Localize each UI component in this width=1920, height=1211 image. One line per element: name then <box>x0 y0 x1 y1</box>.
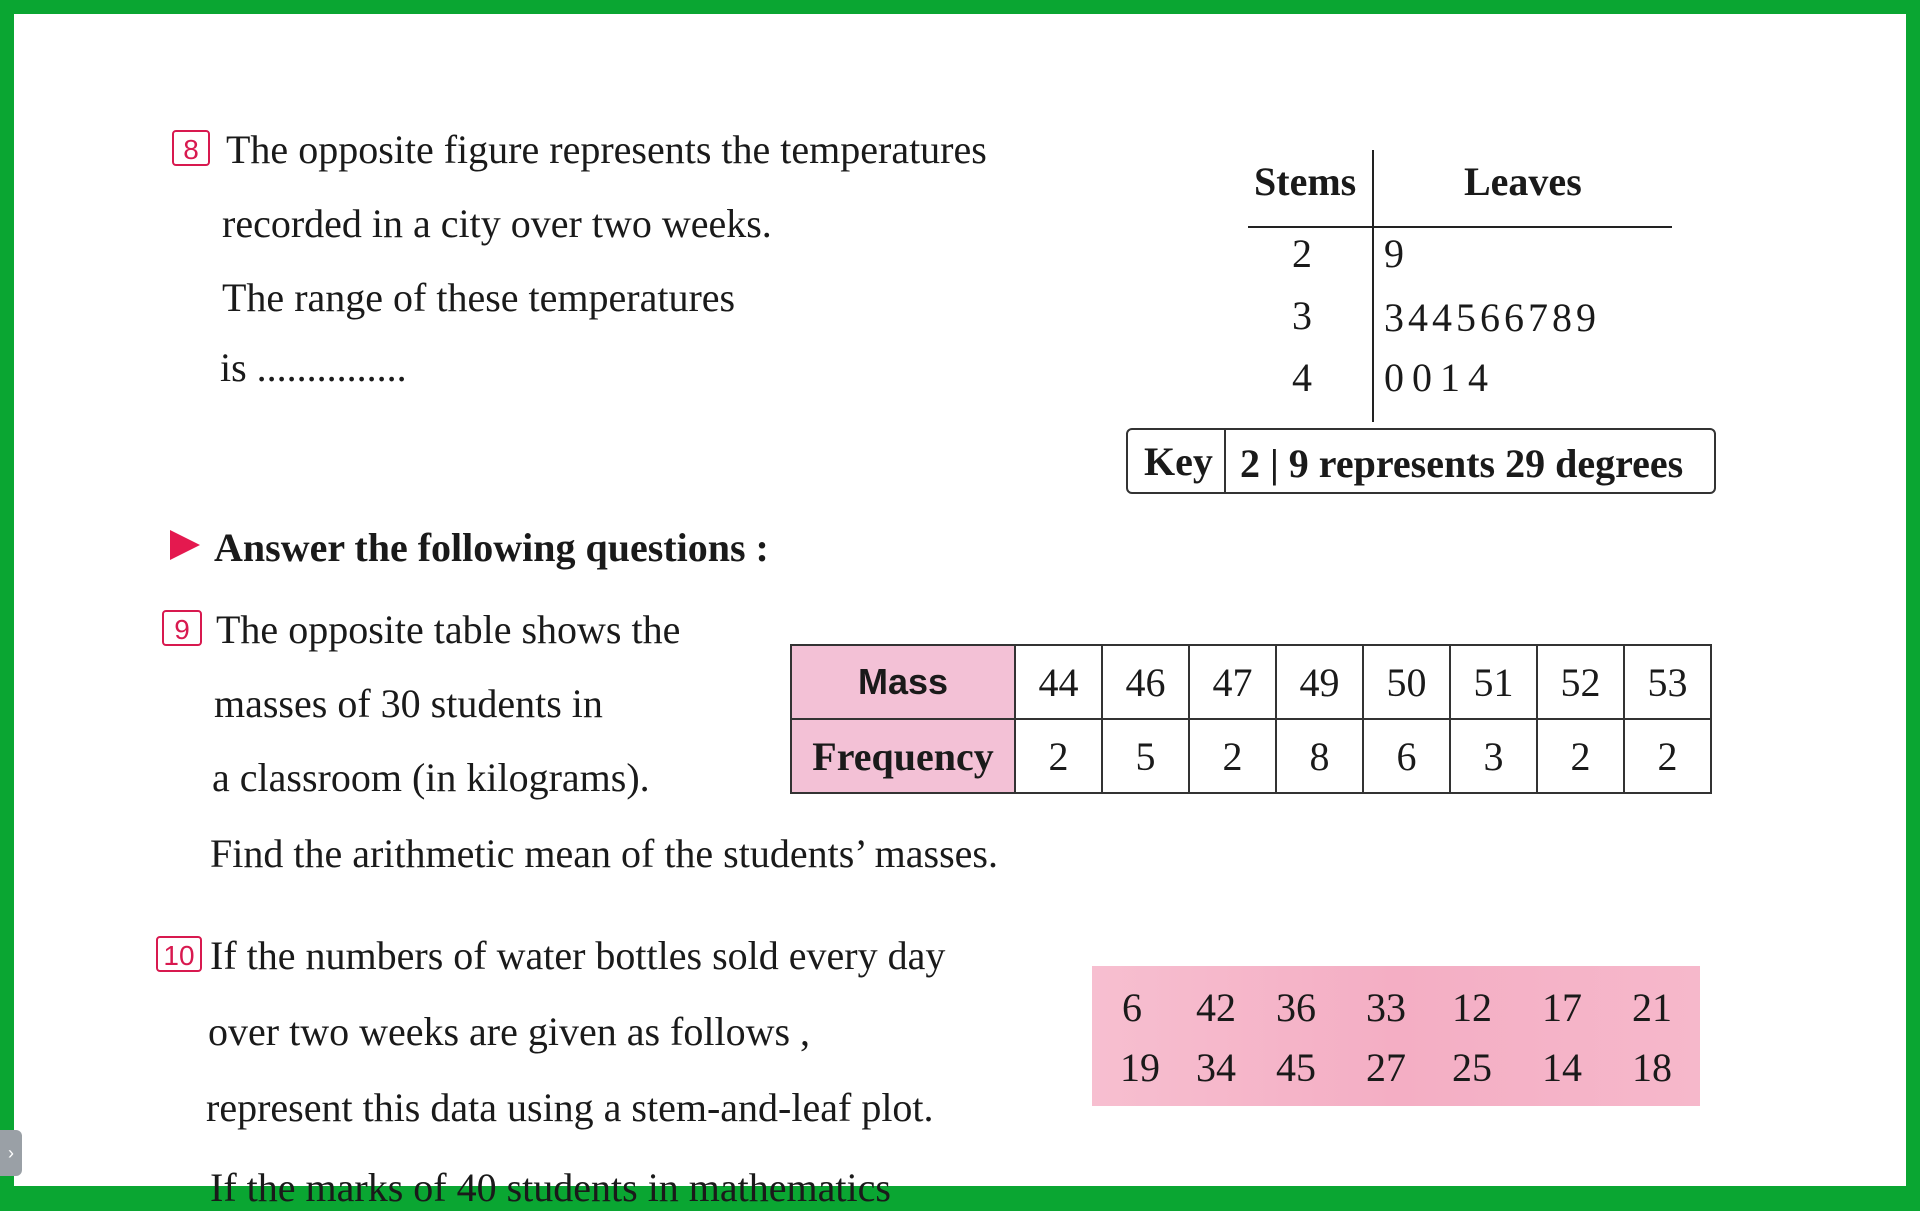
question-11-partial: If the marks of 40 students in mathematics <box>210 1165 891 1210</box>
key-divider <box>1224 430 1226 492</box>
mass-cell: 46 <box>1102 645 1189 719</box>
question-8-answer-line: is ............... <box>220 345 407 390</box>
data-value: 25 <box>1452 1045 1492 1090</box>
frequency-cell: 3 <box>1450 719 1537 793</box>
data-value: 17 <box>1542 985 1582 1030</box>
stem-value: 3 <box>1292 293 1312 338</box>
leaf-values: 9 <box>1384 231 1404 276</box>
frequency-cell: 6 <box>1363 719 1450 793</box>
stem-value: 2 <box>1292 231 1312 276</box>
key-box <box>1126 428 1716 494</box>
leaf-values: 0 0 1 4 <box>1384 355 1488 400</box>
header-divider <box>1248 226 1672 228</box>
mass-cell: 44 <box>1015 645 1102 719</box>
question-10-line-3: represent this data using a stem-and-leaf plot. <box>206 1085 934 1130</box>
frequency-cell: 5 <box>1102 719 1189 793</box>
mass-cell: 51 <box>1450 645 1537 719</box>
data-value: 36 <box>1276 985 1316 1030</box>
leaf-values: 3 4 4 5 6 6 7 8 9 <box>1384 295 1596 340</box>
question-8-line-2: recorded in a city over two weeks. <box>222 201 772 246</box>
data-value: 18 <box>1632 1045 1672 1090</box>
question-9-line-4: Find the arithmetic mean of the students’ masses. <box>210 831 998 876</box>
question-8-line-1: The opposite figure represents the temperatures <box>226 127 987 172</box>
question-10-number: 10 <box>156 936 202 972</box>
frequency-cell: 2 <box>1015 719 1102 793</box>
question-9-line-3: a classroom (in kilograms). <box>212 755 650 800</box>
frequency-cell: 2 <box>1624 719 1711 793</box>
frequency-cell: 8 <box>1276 719 1363 793</box>
data-value: 33 <box>1366 985 1406 1030</box>
data-value: 45 <box>1276 1045 1316 1090</box>
data-value: 42 <box>1196 985 1236 1030</box>
mass-cell: 49 <box>1276 645 1363 719</box>
mass-cell: 47 <box>1189 645 1276 719</box>
question-9-line-2: masses of 30 students in <box>214 681 603 726</box>
mass-cell: 50 <box>1363 645 1450 719</box>
stem-value: 4 <box>1292 355 1312 400</box>
question-10-line-1: If the numbers of water bottles sold every day <box>210 933 946 978</box>
question-8-line-3: The range of these temperatures <box>222 275 736 320</box>
section-heading: Answer the following questions : <box>214 525 769 570</box>
question-9-number: 9 <box>162 610 202 646</box>
mass-frequency-table <box>790 644 1712 794</box>
frequency-header: Frequency <box>791 719 1015 793</box>
key-text: 2 | 9 represents 29 degrees <box>1240 441 1684 486</box>
section-arrow-icon <box>170 530 200 560</box>
mass-row <box>791 645 1711 719</box>
data-value: 6 <box>1122 985 1142 1030</box>
side-expand-tab[interactable]: › <box>0 1130 22 1176</box>
question-8-number: 8 <box>172 130 210 166</box>
leaves-header: Leaves <box>1464 159 1582 204</box>
data-value: 34 <box>1196 1045 1236 1090</box>
mass-cell: 52 <box>1537 645 1624 719</box>
data-value: 21 <box>1632 985 1672 1030</box>
data-value: 27 <box>1366 1045 1406 1090</box>
bottle-data-box <box>1092 966 1700 1106</box>
stem-divider <box>1372 150 1374 422</box>
frequency-row <box>791 719 1711 793</box>
question-10-line-2: over two weeks are given as follows , <box>208 1009 811 1054</box>
worksheet-page <box>14 14 1906 1210</box>
mass-cell: 53 <box>1624 645 1711 719</box>
mass-header: Mass <box>791 645 1015 719</box>
frequency-cell: 2 <box>1189 719 1276 793</box>
frequency-cell: 2 <box>1537 719 1624 793</box>
data-value: 12 <box>1452 985 1492 1030</box>
question-9-line-1: The opposite table shows the <box>216 607 681 652</box>
key-label: Key <box>1144 439 1213 484</box>
data-value: 14 <box>1542 1045 1582 1090</box>
stems-header: Stems <box>1254 159 1357 204</box>
data-value: 19 <box>1120 1045 1160 1090</box>
